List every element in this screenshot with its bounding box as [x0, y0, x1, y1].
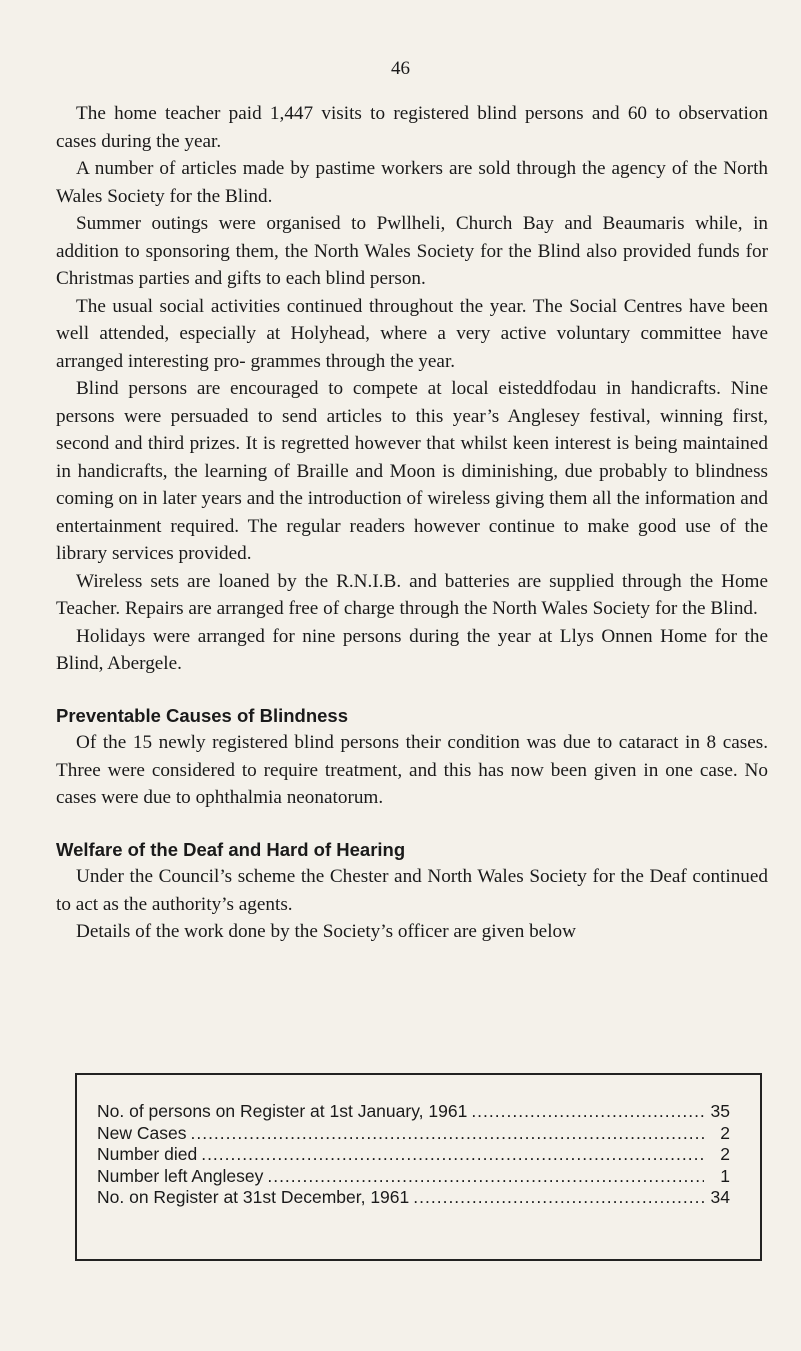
heading-deaf-welfare: Welfare of the Deaf and Hard of Hearing: [56, 838, 406, 860]
row-value: 1: [720, 1165, 730, 1186]
table-row: [97, 1166, 730, 1188]
paragraph-wireless-sets: Wireless sets are loaned by the R.N.I.B. and batteries are supplied through the Home Teacher. Repairs are arranged free of charge through the North Wales Society for the Blind.: [56, 570, 768, 619]
paragraph-deaf-scheme: Under the Council’s scheme the Chester and North Wales Society for the Deaf continued to act as the authority’s agents.: [56, 866, 768, 915]
dot-leader: [471, 1101, 704, 1123]
row-label: No. of persons on Register at 1st January, 1961: [97, 1101, 468, 1121]
paragraph-blindness-causes: Of the 15 newly registered blind persons their condition was due to cataract in 8 cases. Three were considered to require treatment, and this has now been given in one case. No cases were due to ophthalmia neonatorum.: [56, 732, 768, 808]
row-label: Number died: [97, 1144, 198, 1164]
dot-leader: [201, 1144, 704, 1166]
table-row: [97, 1101, 730, 1123]
row-value: 35: [710, 1101, 730, 1121]
paragraph-pastime-workers: A number of articles made by pastime workers are sold through the agency of the North Wales Society for the Blind.: [56, 158, 768, 207]
paragraph-social-activities: The usual social activities continued throughout the year. The Social Centres have been well attended, especially at Holyhead, where a very active voluntary committee have arranged interesting pro- grammes through the year.: [56, 295, 768, 372]
heading-preventable-blindness: Preventable Causes of Blindness: [56, 704, 348, 726]
dot-leader: [190, 1123, 704, 1145]
table-row: [97, 1144, 730, 1166]
page-number: 46: [391, 58, 410, 79]
paragraph-home-teacher: The home teacher paid 1,447 visits to registered blind persons and 60 to observation cases during the year.: [56, 103, 768, 152]
dot-leader: [267, 1166, 704, 1188]
row-label: New Cases: [97, 1122, 187, 1143]
row-value: 2: [720, 1144, 730, 1164]
row-label: No. on Register at 31st December, 1961: [97, 1187, 410, 1207]
paragraph-holidays: Holidays were arranged for nine persons during the year at Llys Onnen Home for the Blind, Abergele.: [56, 625, 768, 674]
paragraph-deaf-details: Details of the work done by the Society’s officer are given below: [76, 921, 576, 942]
paragraph-eisteddfodau: Blind persons are encouraged to compete at local eisteddfodau in handicrafts. Nine persons were persuaded to send articles to this year’s Anglesey festival, winning first, second and third prizes. It is regretted however that whilst keen interest is being maintained in handicrafts, the learning of Braille and Moon is diminishing, due probably to blindness coming on in later years and the introduction of wireless giving them all the information and entertainment required. The regular readers however continue to make good use of the library services provided.: [56, 378, 768, 564]
document-body: [56, 100, 768, 946]
row-value: 2: [720, 1122, 730, 1143]
dot-leader: [413, 1187, 704, 1209]
paragraph-summer-outings: Summer outings were organised to Pwllheli, Church Bay and Beaumaris while, in addition to sponsoring them, the North Wales Society for the Blind also provided funds for Christmas parties and gifts to each blind person.: [56, 213, 768, 289]
register-table: [75, 1073, 762, 1261]
row-label: Number left Anglesey: [97, 1165, 264, 1186]
table-row: [97, 1123, 730, 1145]
row-value: 34: [710, 1187, 730, 1207]
table-row: [97, 1187, 730, 1209]
